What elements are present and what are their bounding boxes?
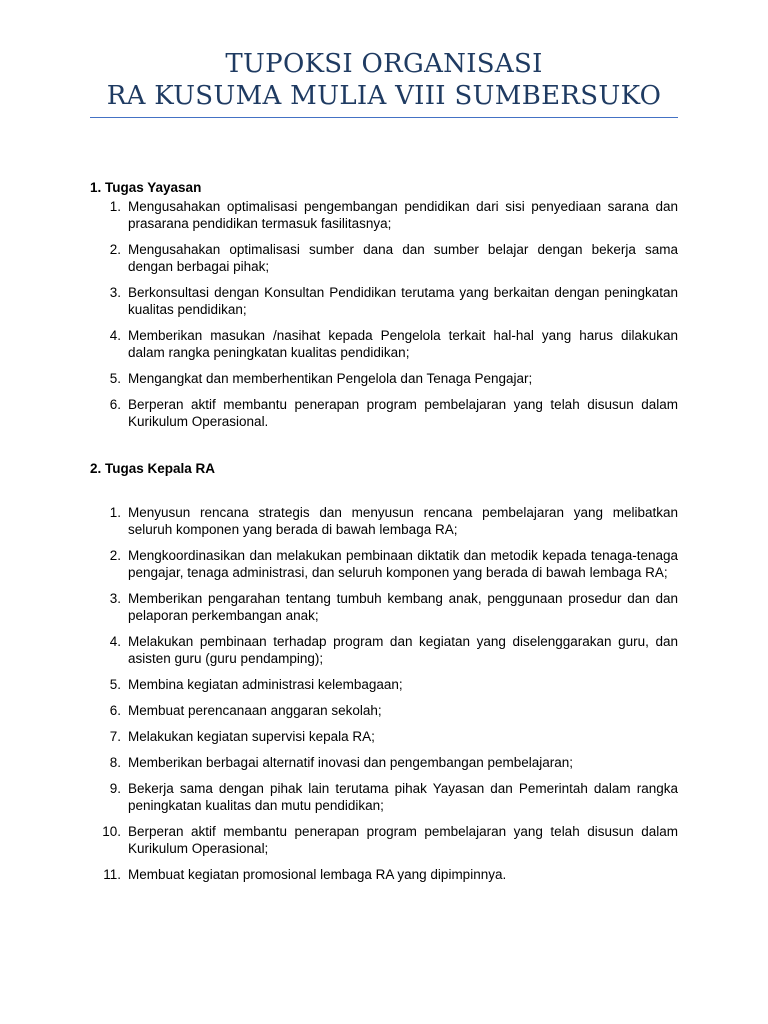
item-number: 4.	[109, 328, 121, 343]
list-item	[90, 547, 678, 581]
item-text: Mengusahakan optimalisasi sumber dana dan sumber belajar dengan bekerja sama dengan berbagai pihak;	[128, 242, 678, 274]
item-number: 1.	[109, 199, 121, 214]
title-line-2: RA KUSUMA MULIA VIII SUMBERSUKO	[106, 81, 662, 111]
item-text: Berperan aktif membantu penerapan program pembelajaran yang telah disusun dalam Kurikulum Operasional.	[128, 397, 678, 429]
item-text: Melakukan pembinaan terhadap program dan kegiatan yang diselenggarakan guru, dan asisten guru (guru pendamping);	[128, 634, 678, 666]
item-number: 8.	[109, 755, 121, 770]
section-tugas-yayasan	[90, 180, 678, 430]
item-text: Bekerja sama dengan pihak lain terutama pihak Yayasan dan Pemerintah dalam rangka peningkatan kualitas dan mutu pendidikan;	[128, 781, 678, 813]
item-number: 9.	[109, 781, 121, 796]
duty-list	[90, 504, 678, 883]
list-item	[90, 728, 678, 745]
list-item	[90, 780, 678, 814]
item-text: Mengangkat dan memberhentikan Pengelola dan Tenaga Pengajar;	[128, 371, 533, 386]
item-number: 7.	[109, 729, 121, 744]
item-number: 4.	[109, 634, 121, 649]
list-item	[90, 590, 678, 624]
list-item	[90, 823, 678, 857]
item-text: Menyusun rencana strategis dan menyusun rencana pembelajaran yang melibatkan seluruh komponen yang berada di bawah lembaga RA;	[128, 505, 678, 537]
duty-list	[90, 198, 678, 430]
item-text: Memberikan pengarahan tentang tumbuh kembang anak, penggunaan prosedur dan dan pelaporan perkembangan anak;	[128, 591, 678, 623]
list-item	[90, 633, 678, 667]
list-item	[90, 866, 678, 883]
list-item	[90, 241, 678, 275]
item-number: 11.	[103, 867, 121, 882]
item-number: 2.	[109, 242, 121, 257]
item-text: Membuat kegiatan promosional lembaga RA yang dipimpinnya.	[128, 867, 507, 882]
item-text: Mengusahakan optimalisasi pengembangan pendidikan dari sisi penyediaan sarana dan prasarana pendidikan termasuk fasilitasnya;	[128, 199, 678, 231]
item-text: Membina kegiatan administrasi kelembagaan;	[128, 677, 403, 692]
item-text: Mengkoordinasikan dan melakukan pembinaan diktatik dan metodik kepada tenaga-tenaga pengajar, tenaga administrasi, dan seluruh komponen yang berada di bawah lembaga RA;	[128, 548, 678, 580]
item-text: Berperan aktif membantu penerapan program pembelajaran yang telah disusun dalam Kurikulum Operasional;	[128, 824, 678, 856]
item-number: 10.	[102, 824, 121, 839]
item-number: 6.	[109, 397, 121, 412]
section-heading: 1. Tugas Yayasan	[90, 180, 202, 195]
list-item	[90, 327, 678, 361]
section-heading: 2. Tugas Kepala RA	[90, 461, 216, 476]
document-title	[90, 48, 678, 112]
item-number: 1.	[109, 505, 121, 520]
item-number: 5.	[109, 371, 121, 386]
item-text: Membuat perencanaan anggaran sekolah;	[128, 703, 382, 718]
list-item	[90, 702, 678, 719]
list-item	[90, 676, 678, 693]
section-tugas-kepala-ra	[90, 461, 678, 883]
item-number: 3.	[109, 591, 121, 606]
list-item	[90, 504, 678, 538]
item-text: Memberikan berbagai alternatif inovasi dan pengembangan pembelajaran;	[128, 755, 574, 770]
item-number: 3.	[109, 285, 121, 300]
item-text: Melakukan kegiatan supervisi kepala RA;	[128, 729, 375, 744]
item-number: 2.	[109, 548, 121, 563]
list-item	[90, 396, 678, 430]
list-item	[90, 370, 678, 387]
list-item	[90, 284, 678, 318]
title-divider	[90, 117, 678, 118]
item-text: Memberikan masukan /nasihat kepada Pengelola terkait hal-hal yang harus dilakukan dalam rangka peningkatan kualitas pendidikan;	[128, 328, 678, 360]
list-item	[90, 198, 678, 232]
title-line-1: TUPOKSI ORGANISASI	[225, 49, 543, 79]
item-number: 5.	[109, 677, 121, 692]
list-item	[90, 754, 678, 771]
item-number: 6.	[109, 703, 121, 718]
item-text: Berkonsultasi dengan Konsultan Pendidikan terutama yang berkaitan dengan peningkatan kualitas pendidikan;	[128, 285, 678, 317]
